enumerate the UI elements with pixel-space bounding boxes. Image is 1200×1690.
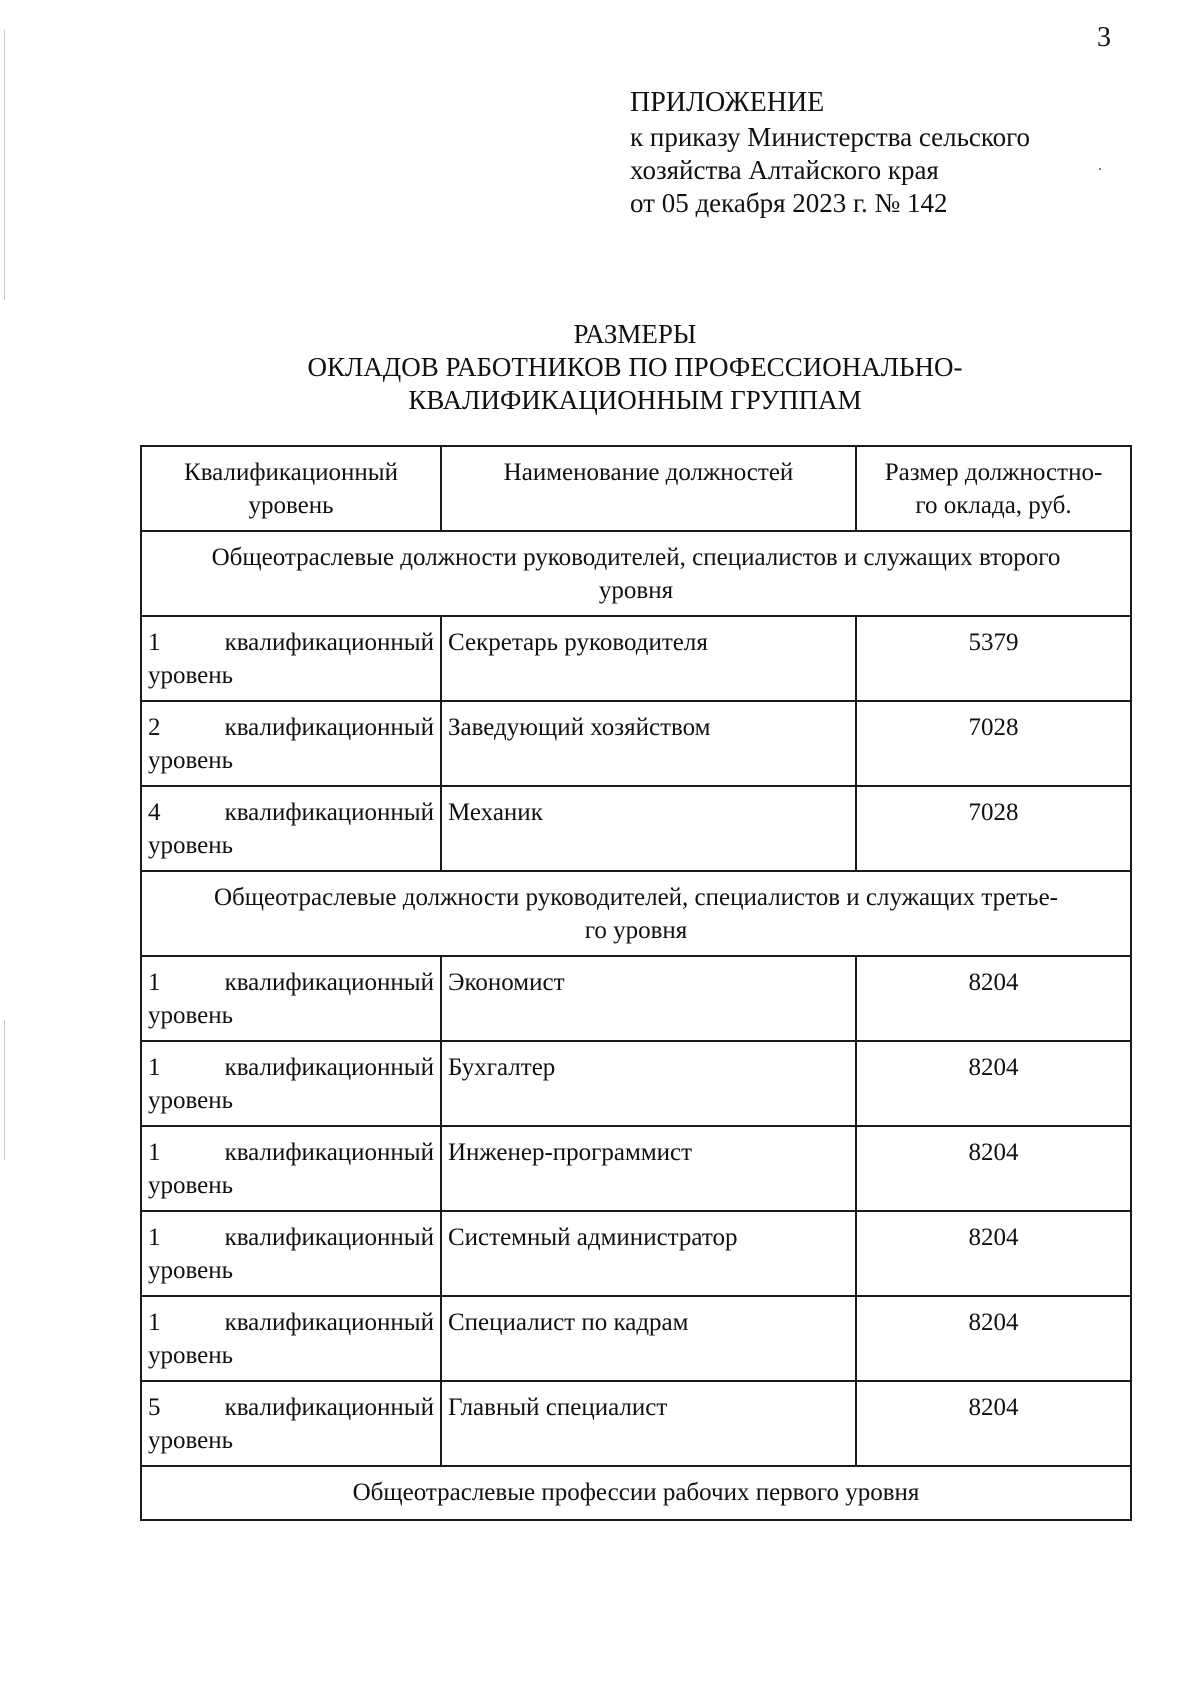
salary-cell: 8204 (856, 1211, 1131, 1296)
salary-cell: 5379 (856, 616, 1131, 701)
level-line (148, 1221, 434, 1254)
level-number: 1 (148, 629, 161, 656)
salary-cell: 7028 (856, 701, 1131, 786)
header-level (141, 446, 441, 531)
level-unit: уровень (148, 1427, 234, 1454)
group-title-line: Общеотраслевые профессии рабочих первого уровня (352, 1479, 920, 1506)
salary-cell: 8204 (856, 956, 1131, 1041)
group-title-line: го уровня (584, 917, 688, 944)
level-line (148, 1051, 434, 1084)
level-unit: уровень (148, 1087, 234, 1114)
level-unit: уровень (148, 1002, 234, 1029)
level-line (148, 1136, 434, 1169)
level-number: 5 (148, 1394, 161, 1421)
header-text: Размер должностно- (884, 459, 1103, 486)
level-word: квалификационный (224, 1309, 434, 1336)
level-cell (141, 1211, 441, 1296)
table-row (141, 616, 1131, 701)
level-number: 2 (148, 714, 161, 741)
level-word: квалификационный (224, 1224, 434, 1251)
group-header-row (141, 1466, 1131, 1520)
level-line (148, 711, 434, 744)
title-line: КВАЛИФИКАЦИОННЫМ ГРУППАМ (408, 385, 862, 415)
table-row (141, 1041, 1131, 1126)
group-title (141, 871, 1131, 956)
group-header-row (141, 531, 1131, 616)
position-cell: Бухгалтер (441, 1041, 856, 1126)
table-header-row (141, 446, 1131, 531)
level-line (148, 1306, 434, 1339)
level-word: квалификационный (224, 969, 434, 996)
scan-speck (1099, 168, 1101, 170)
level-unit: уровень (148, 1342, 234, 1369)
level-unit: уровень (148, 1257, 234, 1284)
group-title-line: уровня (598, 577, 674, 604)
level-word: квалификационный (224, 714, 434, 741)
header-salary (856, 446, 1131, 531)
salary-cell: 8204 (856, 1126, 1131, 1211)
header-text: Наименование должностей (503, 459, 794, 486)
salary-cell: 8204 (856, 1296, 1131, 1381)
level-cell (141, 1126, 441, 1211)
level-cell (141, 701, 441, 786)
level-cell (141, 956, 441, 1041)
title-line: ОКЛАДОВ РАБОТНИКОВ ПО ПРОФЕССИОНАЛЬНО- (307, 352, 963, 382)
scan-edge-artifact (4, 1020, 5, 1160)
level-cell (141, 1381, 441, 1466)
level-unit: уровень (148, 662, 234, 689)
level-number: 4 (148, 799, 161, 826)
position-cell: Механик (441, 786, 856, 871)
table-row (141, 956, 1131, 1041)
header-text: Квалификационный (184, 459, 398, 486)
position-cell: Секретарь руководителя (441, 616, 856, 701)
level-word: квалификационный (224, 799, 434, 826)
table-row (141, 1126, 1131, 1211)
level-word: квалификационный (224, 1394, 434, 1421)
salary-table (140, 445, 1132, 1521)
table-row (141, 1296, 1131, 1381)
group-title-line: Общеотраслевые должности руководителей, специалистов и служащих третье- (214, 884, 1058, 911)
level-number: 1 (148, 1139, 161, 1166)
appendix-block (630, 86, 1030, 220)
position-cell: Заведующий хозяйством (441, 701, 856, 786)
table-row (141, 1211, 1131, 1296)
salary-cell: 8204 (856, 1041, 1131, 1126)
scan-edge-artifact (4, 30, 5, 300)
group-header-row (141, 871, 1131, 956)
header-position (441, 446, 856, 531)
header-text: го оклада, руб. (915, 492, 1072, 519)
level-line (148, 796, 434, 829)
level-cell (141, 1041, 441, 1126)
level-line (148, 966, 434, 999)
table-row (141, 786, 1131, 871)
level-number: 1 (148, 1309, 161, 1336)
level-word: квалификационный (224, 629, 434, 656)
table-row (141, 701, 1131, 786)
position-cell: Системный администратор (441, 1211, 856, 1296)
level-cell (141, 786, 441, 871)
level-unit: уровень (148, 832, 234, 859)
group-title-line: Общеотраслевые должности руководителей, специалистов и служащих второго (211, 544, 1061, 571)
document-title (0, 318, 1200, 417)
level-number: 1 (148, 1224, 161, 1251)
level-cell (141, 616, 441, 701)
level-line (148, 626, 434, 659)
appendix-title: ПРИЛОЖЕНИЕ (630, 87, 825, 118)
page-number: 3 (1097, 22, 1111, 53)
appendix-line: хозяйства Алтайского края (630, 155, 939, 185)
title-line: РАЗМЕРЫ (573, 319, 697, 349)
appendix-line: к приказу Министерства сельского (630, 122, 1031, 152)
group-title (141, 1466, 1131, 1520)
position-cell: Экономист (441, 956, 856, 1041)
table-row (141, 1381, 1131, 1466)
appendix-date-line: от 05 декабря 2023 г. № 142 (630, 188, 948, 218)
position-cell: Специалист по кадрам (441, 1296, 856, 1381)
group-title (141, 531, 1131, 616)
level-number: 1 (148, 969, 161, 996)
level-number: 1 (148, 1054, 161, 1081)
level-word: квалификационный (224, 1054, 434, 1081)
header-text: уровень (248, 492, 334, 519)
level-word: квалификационный (224, 1139, 434, 1166)
position-cell: Главный специалист (441, 1381, 856, 1466)
salary-cell: 8204 (856, 1381, 1131, 1466)
level-line (148, 1391, 434, 1424)
level-unit: уровень (148, 747, 234, 774)
salary-cell: 7028 (856, 786, 1131, 871)
position-cell: Инженер-программист (441, 1126, 856, 1211)
level-cell (141, 1296, 441, 1381)
level-unit: уровень (148, 1172, 234, 1199)
